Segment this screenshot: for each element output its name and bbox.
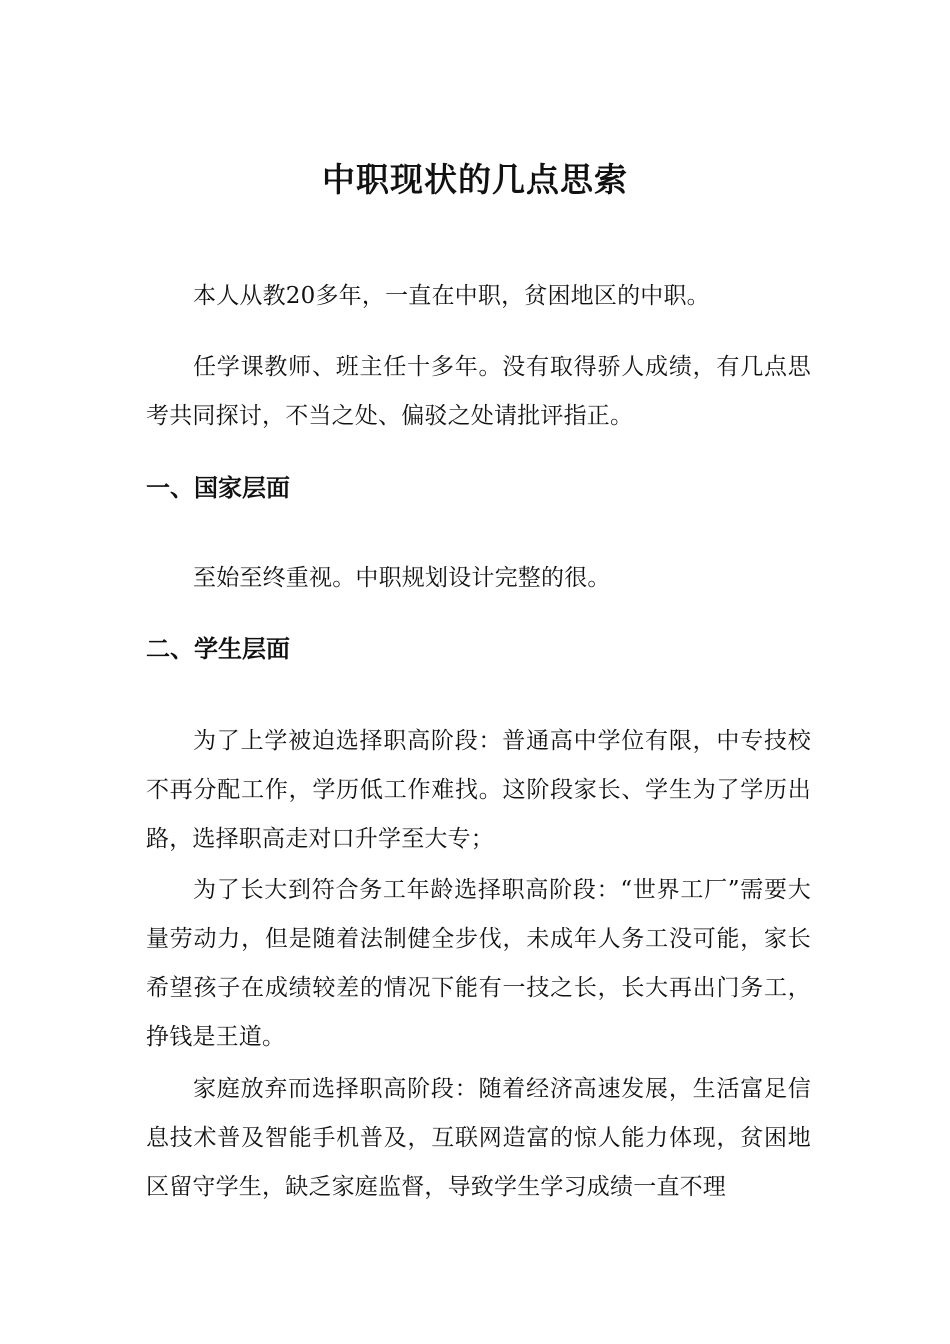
intro-paragraph-1: 本人从教20多年，一直在中职，贫困地区的中职。: [193, 283, 710, 309]
section-national-paragraph-1: 至始至终重视。中职规划设计完整的很。: [193, 565, 611, 591]
section-heading-national: 一、国家层面: [146, 474, 290, 502]
section-heading-students: 二、学生层面: [146, 635, 290, 663]
section-students-paragraph-2: 为了长大到符合务工年龄选择职高阶段：“世界工厂”需要大量劳动力，但是随着法制健全步伐，未成年人务工没可能，家长希望孩子在成绩较差的情况下能有一技之长，长大再出门务工，挣钱是王道。: [146, 877, 811, 1050]
document-title: 中职现状的几点思索: [322, 160, 628, 199]
section-students-paragraph-1: 为了上学被迫选择职高阶段：普通高中学位有限，中专技校不再分配工作，学历低工作难找。这阶段家长、学生为了学历出路，选择职高走对口升学至大专；: [146, 728, 811, 852]
section-students-paragraph-3: 家庭放弃而选择职高阶段：随着经济高速发展，生活富足信息技术普及智能手机普及，互联网造富的惊人能力体现，贫困地区留守学生，缺乏家庭监督，导致学生学习成绩一直不理: [146, 1076, 811, 1200]
intro-paragraph-2: 任学课教师、班主任十多年。没有取得骄人成绩，有几点思考共同探讨，不当之处、偏驳之处请批评指正。: [146, 354, 811, 429]
